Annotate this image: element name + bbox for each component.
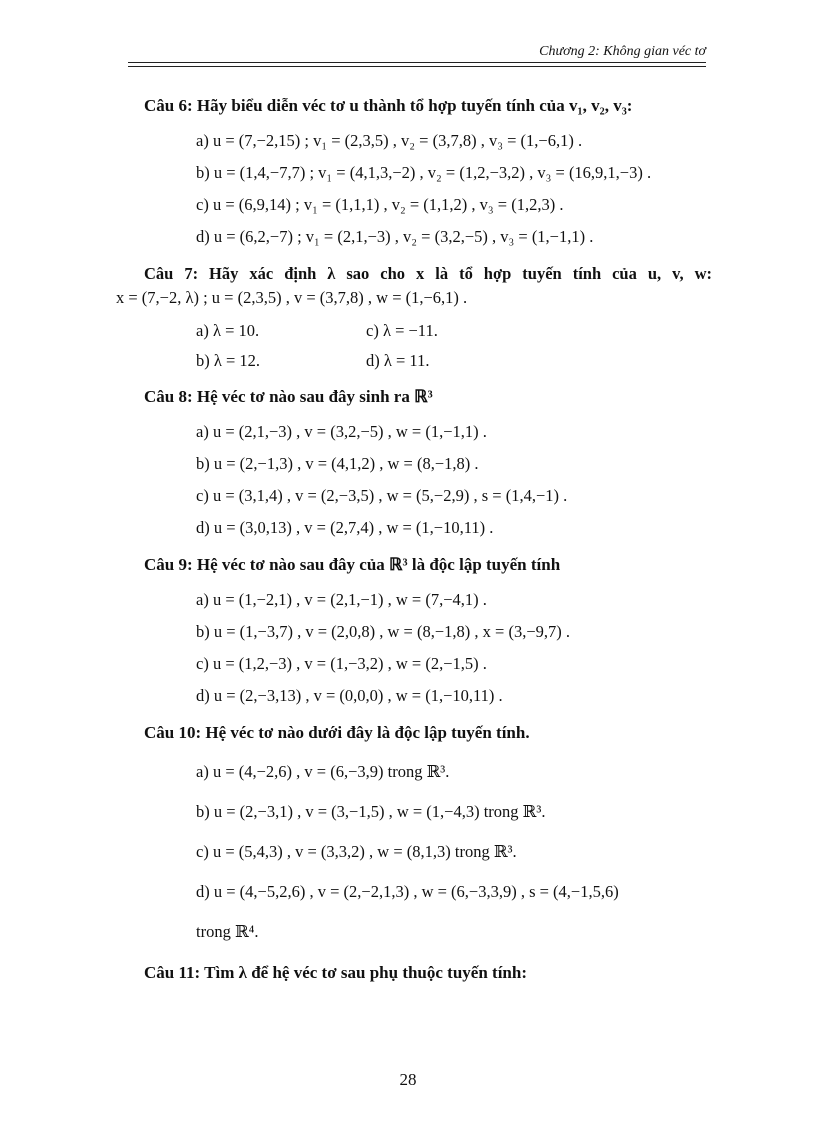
question-8-title: Câu 8: Hệ véc tơ nào sau đây sinh ra ℝ³: [144, 387, 433, 406]
q8-option-d: d) u = (3,0,13) , v = (2,7,4) , w = (1,−10,11) .: [196, 518, 494, 537]
q10-option-b: b) u = (2,−3,1) , v = (3,−1,5) , w = (1,−4,3) trong ℝ³.: [196, 802, 546, 821]
q6-option-c: c) u = (6,9,14) ; v₁ = (1,1,1) , v₂ = (1,1,2) , v₃ = (1,2,3) .: [196, 195, 564, 214]
q10-option-d-cont: trong ℝ⁴.: [196, 922, 259, 941]
q10-option-c: c) u = (5,4,3) , v = (3,3,2) , w = (8,1,3) trong ℝ³.: [196, 842, 517, 861]
question-6-title: Câu 6: Hãy biểu diễn véc tơ u thành tổ hợp tuyến tính của v₁, v₂, v₃:: [144, 96, 633, 115]
q10-option-a: a) u = (4,−2,6) , v = (6,−3,9) trong ℝ³.: [196, 762, 450, 781]
q7-option-a: a) λ = 10.: [196, 321, 260, 340]
q6-option-d: d) u = (6,2,−7) ; v₁ = (2,1,−3) , v₂ = (3,2,−5) , v₃ = (1,−1,1) .: [196, 227, 594, 246]
q8-option-a: a) u = (2,1,−3) , v = (3,2,−5) , w = (1,−1,1) .: [196, 422, 487, 441]
question-7-title: Câu 7: Hãy xác định λ sao cho x là tổ hợp tuyến tính của u, v, w:: [144, 264, 712, 283]
exercise-list: [116, 96, 712, 992]
question-11-title: Câu 11: Tìm λ để hệ véc tơ sau phụ thuộc tuyến tính:: [144, 963, 528, 982]
q6-option-b: b) u = (1,4,−7,7) ; v₁ = (4,1,3,−2) , v₂ = (1,2,−3,2) , v₃ = (16,9,1,−3) .: [196, 163, 652, 182]
q7-option-d: d) λ = 11.: [366, 351, 430, 370]
header-rule-thin: [128, 66, 706, 67]
question-7-vectors: x = (7,−2, λ) ; u = (2,3,5) , v = (3,7,8) , w = (1,−6,1) .: [116, 288, 468, 307]
q9-option-b: b) u = (1,−3,7) , v = (2,0,8) , w = (8,−1,8) , x = (3,−9,7) .: [196, 622, 571, 641]
header-rule: [128, 62, 706, 63]
q9-option-c: c) u = (1,2,−3) , v = (1,−3,2) , w = (2,−1,5) .: [196, 654, 487, 673]
question-9-title: Câu 9: Hệ véc tơ nào sau đây của ℝ³ là độc lập tuyến tính: [144, 555, 561, 574]
q8-option-b: b) u = (2,−1,3) , v = (4,1,2) , w = (8,−1,8) .: [196, 454, 479, 473]
q6-option-a: a) u = (7,−2,15) ; v₁ = (2,3,5) , v₂ = (3,7,8) , v₃ = (1,−6,1) .: [196, 131, 583, 150]
q7-option-c: c) λ = −11.: [366, 321, 438, 340]
q7-options-row-1: [196, 316, 712, 346]
q9-option-a: a) u = (1,−2,1) , v = (2,1,−1) , w = (7,−4,1) .: [196, 590, 487, 609]
chapter-header: Chương 2: Không gian véc tơ: [539, 44, 706, 59]
q7-options-row-2: [196, 346, 712, 376]
q10-option-d: d) u = (4,−5,2,6) , v = (2,−2,1,3) , w = (6,−3,3,9) , s = (4,−1,5,6): [196, 882, 619, 901]
question-10-title: Câu 10: Hệ véc tơ nào dưới đây là độc lập tuyến tính.: [144, 723, 530, 742]
q7-option-b: b) λ = 12.: [196, 351, 261, 370]
q9-option-d: d) u = (2,−3,13) , v = (0,0,0) , w = (1,−10,11) .: [196, 686, 503, 705]
q8-option-c: c) u = (3,1,4) , v = (2,−3,5) , w = (5,−2,9) , s = (1,4,−1) .: [196, 486, 568, 505]
page-number: 28: [399, 1070, 417, 1089]
